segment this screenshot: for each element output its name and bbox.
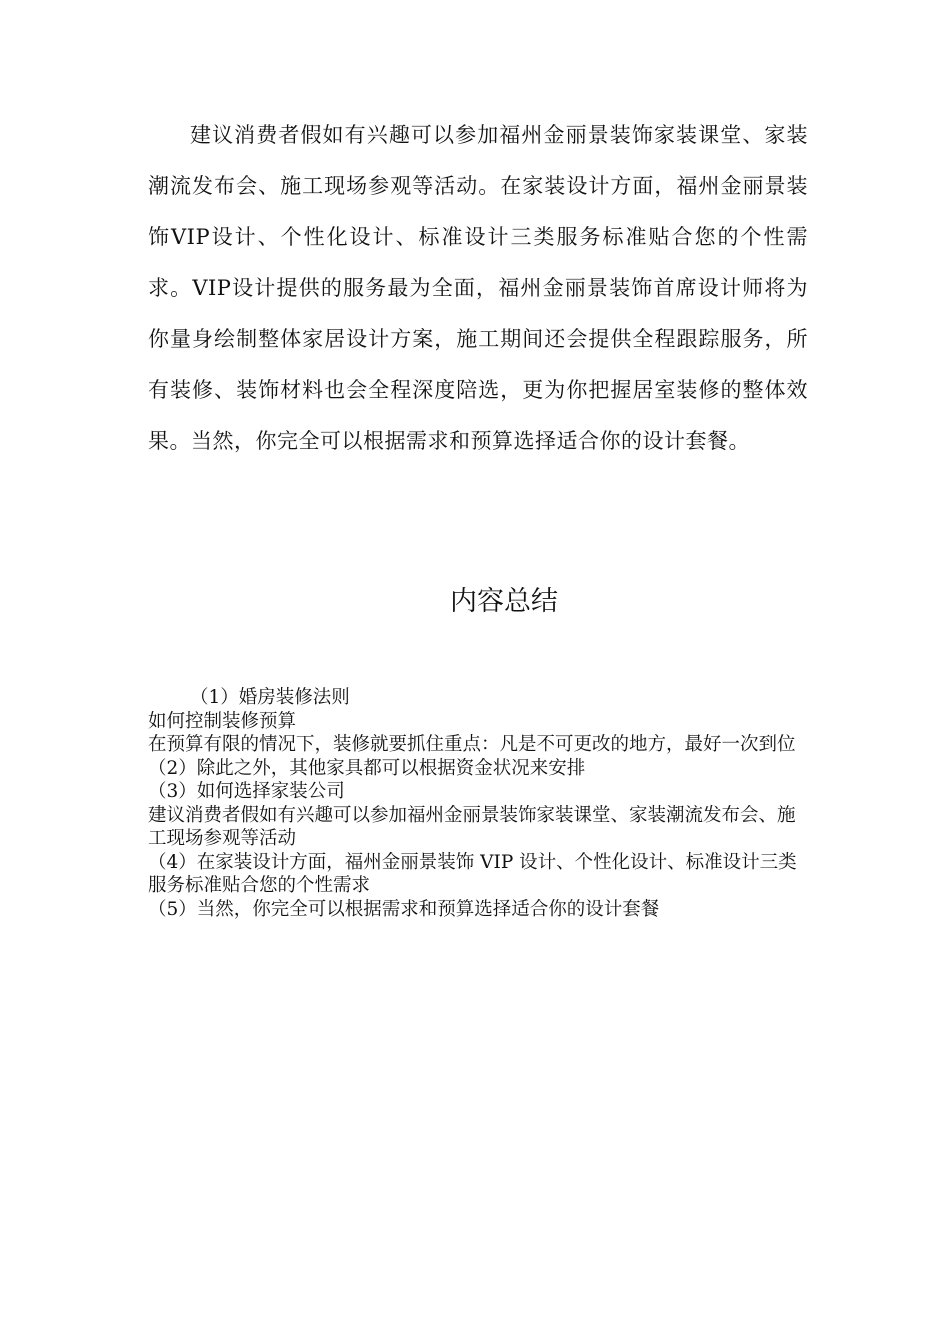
summary-item-2: （2）除此之外，其他家具都可以根据资金状况来安排 xyxy=(148,757,586,779)
summary-section xyxy=(148,686,808,921)
summary-line: 建议消费者假如有兴趣可以参加福州金丽景装饰家装课堂、家装潮流发布会、施工现场参观等活动 xyxy=(148,804,796,849)
summary-item-4: （4）在家装设计方面，福州金丽景装饰 VIP 设计、个性化设计、标准设计三类服务标准贴合您的个性需求 xyxy=(148,851,797,896)
summary-title: 内容总结 xyxy=(450,586,558,617)
body-paragraph: 建议消费者假如有兴趣可以参加福州金丽景装饰家装课堂、家装潮流发布会、施工现场参观等活动。在家装设计方面，福州金丽景装饰VIP设计、个性化设计、标准设计三类服务标准贴合您的个性需求。VIP设计提供的服务最为全面，福州金丽景装饰首席设计师将为你量身绘制整体家居设计方案，施工期间还会提供全程跟踪服务，所有装修、装饰材料也会全程深度陪选，更为你把握居室装修的整体效果。当然，你完全可以根据需求和预算选择适合你的设计套餐。 xyxy=(148,123,808,453)
summary-item-3-heading: （3）如何选择家装公司 xyxy=(148,781,345,802)
summary-line: 如何控制装修预算 xyxy=(148,710,297,732)
summary-item-5: （5）当然，你完全可以根据需求和预算选择适合你的设计套餐 xyxy=(148,898,660,920)
summary-line: 在预算有限的情况下，装修就要抓住重点：凡是不可更改的地方，最好一次到位 xyxy=(148,734,796,755)
summary-item-1-heading: （1）婚房装修法则 xyxy=(190,687,350,708)
